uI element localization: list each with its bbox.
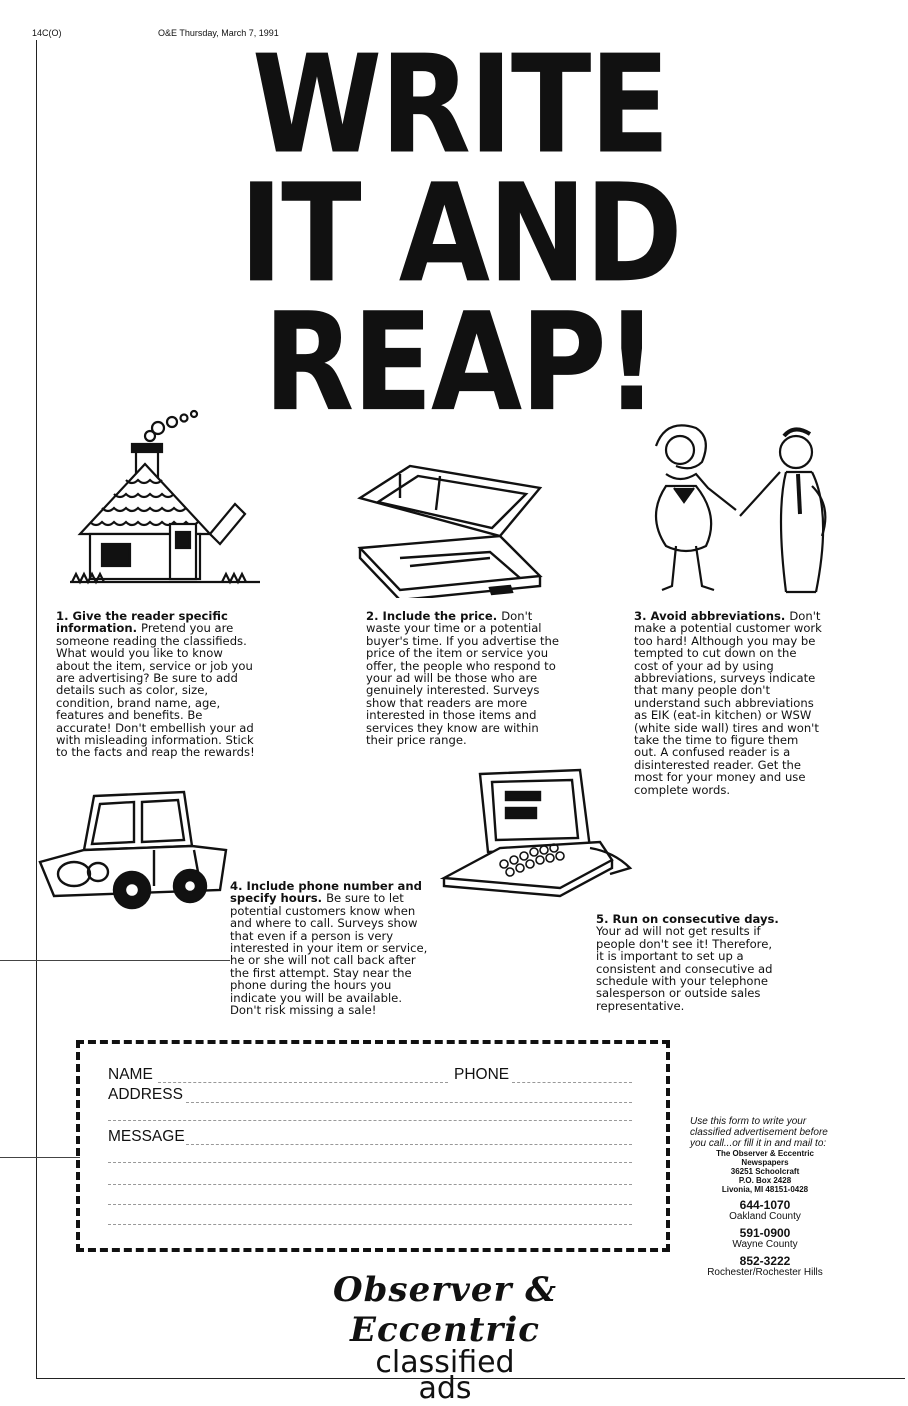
ad-order-form — [76, 1040, 670, 1252]
logo-classified: classified — [375, 1345, 515, 1380]
name-label: NAME — [108, 1066, 153, 1083]
fold-rule-left — [0, 960, 230, 961]
org-name: The Observer & Eccentric — [716, 1149, 814, 1158]
street-address: 36251 Schoolcraft — [730, 1167, 800, 1176]
area-rochester: Rochester/Rochester Hills — [707, 1267, 823, 1278]
headline-line-1: WRITE — [251, 25, 669, 184]
message-line-4[interactable] — [108, 1204, 632, 1205]
computer-illustration — [440, 768, 640, 898]
message-field[interactable] — [186, 1144, 632, 1145]
tip-3 — [634, 610, 824, 796]
org-name-2: Newspapers — [741, 1158, 789, 1167]
name-field[interactable] — [158, 1082, 448, 1083]
headline — [230, 25, 690, 442]
logo-brand: Observer & Eccentric — [333, 1270, 557, 1350]
logo-ads: ads — [418, 1371, 472, 1406]
briefcase-illustration — [340, 458, 560, 598]
tip-5-body: Your ad will not get results if people don't see it! Therefore, it is important to set up a consistent and consecutive ad schedule with your telephone salesperson or outside sales representative. — [596, 924, 773, 1013]
car-illustration — [34, 786, 234, 916]
fold-rule-left-2 — [0, 1157, 80, 1158]
address-field-line-2[interactable] — [108, 1120, 632, 1121]
message-line-3[interactable] — [108, 1184, 632, 1185]
logo — [270, 1270, 620, 1406]
tip-3-body: Don't make a potential customer work too hard! Although you may be tempted to cut down on the cost of your ad by using abbreviations, surveys indicate that many people don't understand such abbreviations as EIK (eat-in kitchen) or WSW (white side wall) tires and won't take the time to figure them out. A confused reader is a disinterested reader. Get the most for your money and use complete words. — [634, 609, 822, 797]
area-wayne: Wayne County — [732, 1239, 798, 1250]
page-number: 14C(O) — [32, 28, 62, 38]
phone-rochester: 852-3222 — [739, 1254, 791, 1268]
phone-field[interactable] — [512, 1082, 632, 1083]
headline-line-3: REAP! — [263, 282, 657, 442]
tip-4 — [230, 880, 430, 1016]
dateline: O&E Thursday, March 7, 1991 — [158, 28, 279, 38]
message-line-2[interactable] — [108, 1162, 632, 1163]
tip-4-title: 4. Include phone number and specify hours. — [230, 879, 422, 906]
phone-label: PHONE — [454, 1066, 510, 1083]
phone-oakland: 644-1070 — [739, 1198, 791, 1212]
tip-1 — [56, 610, 256, 759]
tip-2-title: 2. Include the price. — [366, 609, 502, 623]
phone-wayne: 591-0900 — [739, 1226, 791, 1240]
headline-line-2: IT AND — [239, 153, 681, 313]
tip-2 — [366, 610, 562, 746]
tip-1-title: 1. Give the reader specific information. — [56, 609, 228, 636]
address-label: ADDRESS — [108, 1086, 183, 1103]
couple-illustration — [636, 416, 856, 596]
tip-5 — [596, 913, 782, 1012]
house-illustration — [60, 404, 270, 594]
tip-3-title: 3. Avoid abbreviations. — [634, 609, 790, 623]
instructions-text: Use this form to write your classified advertisement before you call...or fill it in and mail to: — [690, 1116, 828, 1149]
mail-instructions — [690, 1116, 840, 1278]
tip-4-body: Be sure to let potential customers know when and where to call. Surveys show that even if a person is very interested in your item or service, he or she will not call back after the first attempt. Stay near the phone during the hours you indicate you will be available. Don't risk missing a sale! — [230, 891, 428, 1018]
city-state-zip: Livonia, MI 48151-0428 — [721, 1185, 809, 1194]
message-line-5[interactable] — [108, 1224, 632, 1225]
tip-2-body: Don't waste your time or a potential buyer's time. If you advertise the price of the item or service you offer, the people who respond to your ad will be those who are genuinely interested. Surveys show that readers are more interested in those items and services they know are within their price range. — [366, 609, 559, 748]
message-label: MESSAGE — [108, 1128, 185, 1145]
address-field[interactable] — [186, 1102, 632, 1103]
tip-1-body: Pretend you are someone reading the classifieds. What would you like to know about the item, service or job you are advertising? Be sure to add details such as color, size, condition, brand name, age, features and benefits. Be accurate! Don't embellish your ad with misleading information. Stick to the facts and reap the rewards! — [56, 621, 255, 760]
po-box: P.O. Box 2428 — [738, 1176, 792, 1185]
tip-5-title: 5. Run on consecutive days. — [596, 912, 779, 926]
area-oakland: Oakland County — [729, 1211, 801, 1222]
